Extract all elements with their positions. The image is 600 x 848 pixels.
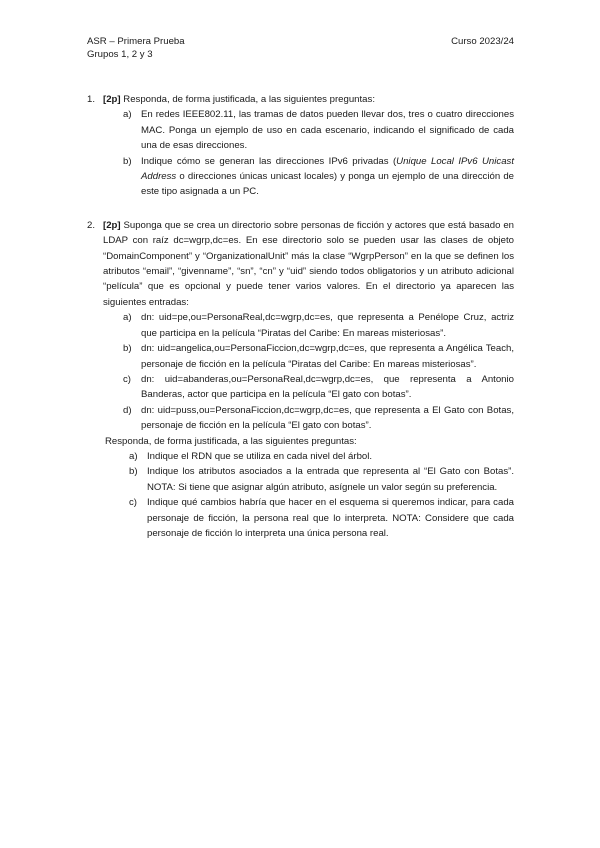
points-badge: [2p]: [103, 94, 121, 105]
course-label: Curso 2023/24: [451, 36, 514, 47]
question-intro: [103, 92, 514, 107]
intro-text: Suponga que se crea un directorio sobre personas de ficción y actores que está basado en LDAP con raíz dc=wgrp,dc=es. En ese directorio solo se pueden usar las clases de objeto “DomainComponent” y “OrganizationalUnit” más la clase “WgrpPerson” en la que se definen los atributos “email”, “givenname”, “sn”, “cn” y “uid” siendo todos obligatorios y un atributo adicional “película” que es opcional y puede tener varios valores. En el directorio ya aparecen las siguientes entradas:: [103, 219, 514, 308]
header-left: [87, 35, 185, 61]
question-1: [87, 92, 514, 200]
intro-text: Responda, de forma justificada, a las siguientes preguntas:: [120, 94, 375, 105]
exam-groups: Grupos 1, 2 y 3: [87, 49, 153, 60]
question-body: [103, 92, 514, 200]
closing-instruction: Responda, de forma justificada, a las siguientes preguntas:: [105, 435, 357, 447]
subquestion-text: Indique los atributos asociados a la entrada que representa al “El Gato con Botas”. NOTA: Si tiene que asignar algún atributo, asígnele un valor según su preferencia.: [147, 466, 514, 493]
subquestion-label: b): [129, 466, 138, 478]
italic-term: Unique Local IPv6 Unicast Address: [141, 155, 514, 183]
question-2a: [103, 449, 514, 464]
subquestion-text: Indique qué cambios habría que hacer en el esquema si queremos indicar, para cada personaje de ficción, la persona real que lo interpreta. NOTA: Considere que cada personaje de ficción lo interpreta una única persona real.: [147, 497, 514, 539]
question-2b: [103, 464, 514, 495]
text-part: Indique cómo se generan las direcciones IPv6 privadas (: [141, 155, 397, 167]
exam-title: ASR – Primera Prueba: [87, 36, 185, 47]
question-number: 1.: [87, 94, 96, 105]
subquestion-label: c): [129, 497, 137, 509]
subquestion-a: [103, 107, 514, 153]
entry-text: dn: uid=puss,ou=PersonaFiccion,dc=wgrp,dc=es, que representa a El Gato con Botas, personaje de ficción en la película “El gato con botas”.: [141, 404, 514, 432]
subquestion-b: [103, 154, 514, 200]
ldap-entry-b: [103, 341, 514, 372]
question-number: 2.: [87, 219, 96, 231]
subquestion-label: b): [123, 155, 132, 167]
entry-text: dn: uid=angelica,ou=PersonaFiccion,dc=wgrp,dc=es, que representa a Angélica Teach, personaje de ficción en la película “Piratas del Caribe: En mareas misteriosas”.: [141, 343, 514, 370]
entry-label: d): [123, 404, 132, 416]
entry-text: dn: uid=abanderas,ou=PersonaReal,dc=wgrp,dc=es, que representa a Antonio Banderas, actor que participa en la película “El gato con botas”.: [141, 373, 514, 401]
question-body: [103, 218, 514, 542]
entry-label: b): [123, 343, 132, 355]
question-2: [87, 218, 514, 542]
exam-content: [87, 92, 514, 559]
ldap-entry-d: [103, 403, 514, 434]
question-2c: [103, 495, 514, 541]
ldap-entry-a: [103, 310, 514, 341]
subquestion-text: En redes IEEE802.11, las tramas de datos pueden llevar dos, tres o cuatro direcciones MAC. Ponga un ejemplo de uso en cada escenario, indicando el significado de cada una de esas direcciones.: [141, 109, 514, 152]
ldap-entry-c: [103, 372, 514, 403]
points-badge: [2p]: [103, 219, 121, 231]
subquestion-text: Indique el RDN que se utiliza en cada nivel del árbol.: [147, 450, 373, 462]
subquestion-label: a): [129, 450, 138, 462]
entry-label: c): [123, 373, 131, 385]
question-intro: [103, 218, 514, 310]
text-part: o direcciones únicas unicast locales) y ponga un ejemplo de una dirección de este tipo asignada a un PC.: [141, 171, 514, 198]
entry-text: dn: uid=pe,ou=PersonaReal,dc=wgrp,dc=es, que representa a Penélope Cruz, actriz que participa en la película “Piratas del Caribe: En mareas misteriosas”.: [141, 312, 514, 339]
subquestion-label: a): [123, 109, 132, 121]
entry-label: a): [123, 312, 132, 324]
subquestion-text: [141, 154, 514, 200]
